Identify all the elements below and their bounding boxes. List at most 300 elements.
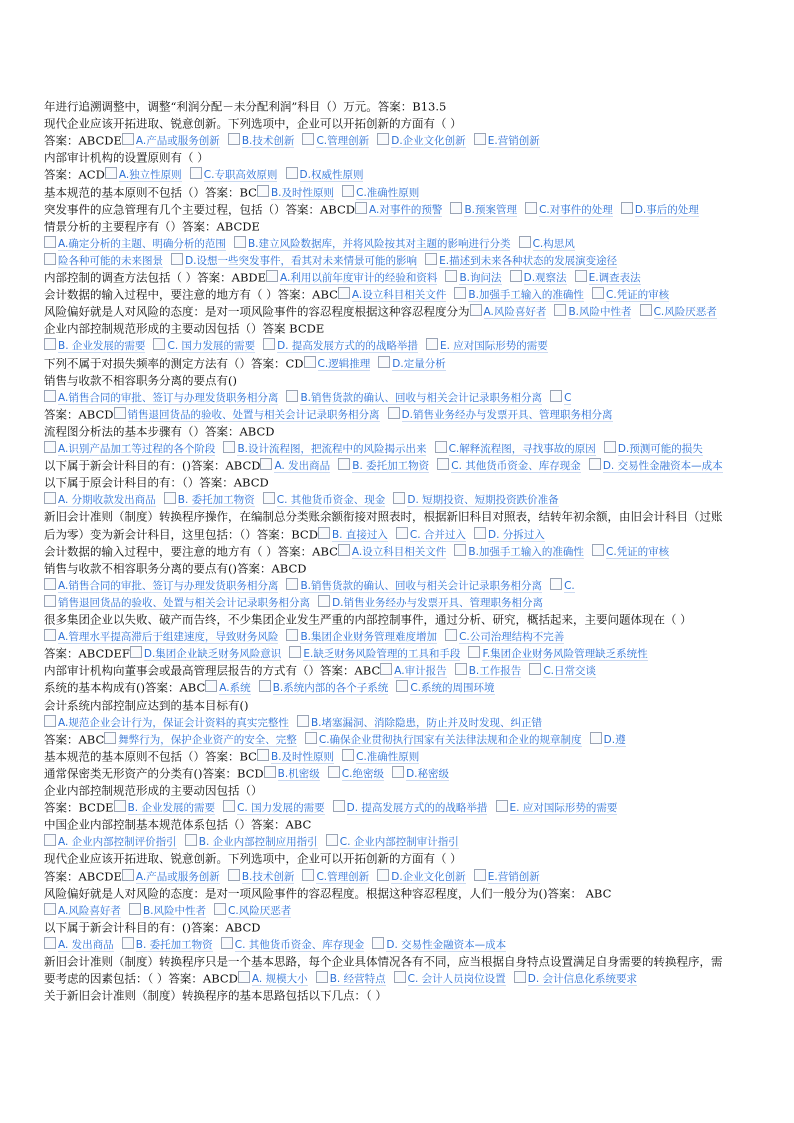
answer-option[interactable] [355,202,442,217]
option-label: B.及时性原则 [270,750,335,763]
checkbox-icon[interactable] [590,732,602,744]
answer-option[interactable] [302,869,369,884]
checkbox-icon[interactable] [589,458,601,470]
option-label: B.及时性原则 [270,186,335,199]
option-label: E.调查表法 [588,272,641,284]
answer-option[interactable] [263,492,386,507]
checkbox-icon[interactable] [326,834,338,846]
answer-option[interactable] [470,304,547,319]
text-line [44,592,764,610]
option-label: A.确定分析的主题、明确分析的范围 [58,237,226,250]
checkbox-icon[interactable] [122,937,134,949]
answer-option[interactable] [510,270,567,285]
line-text: 情景分析的主要程序有（）答案：ABCDE [44,219,260,234]
answer-option[interactable] [474,869,540,884]
checkbox-icon[interactable] [205,680,217,692]
line-text: 会计数据的输入过程中，要注意的地方有（ ）答案：ABC [44,544,338,559]
answer-option[interactable] [105,167,182,182]
text-line [44,489,764,507]
checkbox-icon[interactable] [426,338,438,350]
option-label: D. 分拆过入 [488,528,545,541]
text-line [44,541,764,559]
answer-option[interactable] [266,270,437,285]
line-text: 以下属于新会计科目的有：()答案：ABCD [44,920,261,935]
checkbox-icon[interactable] [455,663,467,675]
answer-option[interactable] [372,937,506,952]
checkbox-icon[interactable] [355,202,367,214]
checkbox-icon[interactable] [44,578,56,590]
option-label: B. 委托加工物资 [135,938,213,951]
option-label: E.描述到未来各种状态的发展演变途径 [439,254,618,267]
line-text: 新旧会计准则（制度）转换程序操作，在编制总分类账余额衔接对照表时，根据新旧科目对照表，结转年初余额，由旧会计科目（过账 [44,509,723,524]
checkbox-icon[interactable] [380,663,392,675]
text-line [44,318,764,336]
option-label: D. 会计信息化系统要求 [527,973,638,986]
option-label: A. 发出商品 [274,460,331,473]
checkbox-icon[interactable] [450,202,462,214]
checkbox-icon[interactable] [228,133,240,145]
option-label: C.准确性原则 [356,750,420,763]
line-text: 新旧会计准则（制度）转换程序只是一个基本思路，每个企业具体情况各有不同，应当根据自身特点设置满足自身需要的转换程序，需 [44,954,723,969]
checkbox-icon[interactable] [454,544,466,556]
checkbox-icon[interactable] [529,663,541,675]
checkbox-icon[interactable] [640,304,652,316]
answer-option[interactable] [474,527,545,542]
text-line [44,233,764,251]
checkbox-icon[interactable] [164,492,176,504]
option-label: 险各种可能的未来图景 [58,254,163,267]
checkbox-icon[interactable] [445,270,457,282]
answer-option[interactable] [378,356,445,371]
text-line [44,216,764,234]
answer-option[interactable] [205,680,250,695]
answer-option[interactable] [234,236,511,251]
checkbox-icon[interactable] [223,800,235,812]
text-line [44,814,764,832]
checkbox-icon[interactable] [289,646,301,658]
option-label: B. 企业发展的需要 [127,802,215,815]
checkbox-icon[interactable] [304,356,316,368]
checkbox-icon[interactable] [388,407,400,419]
option-label: C.准确性原则 [356,186,420,199]
checkbox-icon[interactable] [44,338,56,350]
answer-option[interactable] [592,544,669,559]
checkbox-icon[interactable] [338,287,350,299]
answer-option[interactable] [454,287,584,302]
option-label: A.销售合同的审批、签订与办理发货职务相分离 [58,391,279,404]
answer-option[interactable] [592,287,669,302]
checkbox-icon[interactable] [44,492,56,504]
answer-option[interactable] [318,595,543,610]
checkbox-icon[interactable] [333,800,345,812]
checkbox-icon[interactable] [550,578,562,590]
answer-option[interactable] [468,646,647,661]
checkbox-icon[interactable] [592,544,604,556]
option-label: A.风险喜好者 [58,904,121,917]
text-line [44,472,764,490]
answer-option[interactable] [435,441,596,456]
checkbox-icon[interactable] [550,390,562,402]
checkbox-icon[interactable] [44,441,56,453]
text-line [44,199,764,217]
option-label: C. 国力发展的需要 [237,802,325,815]
answer-option[interactable] [44,595,310,610]
checkbox-icon[interactable] [44,629,56,641]
checkbox-icon[interactable] [519,236,531,248]
option-label: C. 国力发展的需要 [167,340,255,353]
answer-option[interactable] [426,338,548,353]
line-text: 企业内部控制规范形成的主要动因包括（） [44,783,263,798]
checkbox-icon[interactable] [105,167,117,179]
answer-option[interactable] [44,715,289,730]
checkbox-icon[interactable] [302,133,314,145]
answer-option[interactable] [590,732,626,747]
option-label: A.产品或服务创新 [135,870,220,883]
answer-option[interactable] [514,971,637,986]
option-label: E.营销创新 [487,135,540,148]
checkbox-icon[interactable] [575,270,587,282]
option-label: B.销售货款的确认、回收与相关会计记录职务相分离 [300,391,542,404]
answer-option[interactable] [621,202,699,217]
answer-option[interactable] [221,937,365,952]
checkbox-icon[interactable] [435,441,447,453]
checkbox-icon[interactable] [171,253,183,265]
option-label: D.遵 [603,733,626,746]
checkbox-icon[interactable] [44,236,56,248]
answer-option[interactable] [44,937,114,952]
line-text: 以下属于新会计科目的有：()答案：ABCD [44,458,261,473]
answer-option[interactable] [289,646,460,661]
answer-option[interactable] [377,869,465,884]
checkbox-icon[interactable] [621,202,633,214]
checkbox-icon[interactable] [525,202,537,214]
answer-option[interactable] [450,202,517,217]
answer-option[interactable] [425,253,617,268]
answer-option[interactable] [305,732,582,747]
checkbox-icon[interactable] [129,903,141,915]
answer-option[interactable] [550,390,571,405]
line-text: 风险偏好就是人对风险的态度：是对一项风险事件的容忍程度。根据这种容忍程度，人们一般分为()答案： ABC [44,886,612,901]
option-label: A. 企业内部控制评价指引 [58,836,177,849]
text-line [44,506,764,524]
answer-option[interactable] [122,869,220,884]
checkbox-icon[interactable] [223,441,235,453]
answer-option[interactable] [44,441,215,456]
checkbox-icon[interactable] [437,458,449,470]
answer-option[interactable] [529,663,596,678]
option-label: C.管理创新 [316,870,370,883]
answer-option[interactable] [394,971,506,986]
line-text: 答案：ABCDEF [44,646,130,661]
line-text: 下列不属于对损失频率的测定方法有（）答案：CD [44,356,304,370]
checkbox-icon[interactable] [122,133,134,145]
checkbox-icon[interactable] [122,869,134,881]
answer-option[interactable] [338,287,446,302]
answer-option[interactable] [44,236,226,251]
checkbox-icon[interactable] [454,287,466,299]
answer-option[interactable] [519,236,575,251]
text-line [44,917,764,935]
answer-option[interactable] [130,646,281,661]
text-line [44,575,764,593]
answer-option[interactable] [263,338,418,353]
answer-option[interactable] [393,492,558,507]
answer-option[interactable] [445,270,501,285]
checkbox-icon[interactable] [378,356,390,368]
checkbox-icon[interactable] [286,390,298,402]
option-label: A.设立科目相关文件 [351,545,447,558]
checkbox-icon[interactable] [318,527,330,539]
answer-option[interactable] [455,663,522,678]
answer-option[interactable] [286,629,437,644]
checkbox-icon[interactable] [263,492,275,504]
answer-option[interactable] [44,492,156,507]
answer-option[interactable] [304,356,371,371]
text-line [44,284,764,302]
answer-option[interactable] [302,133,369,148]
checkbox-icon[interactable] [286,167,298,179]
line-text: 通常保密类无形资产的分类有()答案：BCD [44,766,264,781]
option-label: B. 经营特点 [329,973,386,986]
checkbox-icon[interactable] [468,646,480,658]
answer-option[interactable] [496,800,618,815]
answer-option[interactable] [640,304,717,319]
checkbox-icon[interactable] [259,680,271,692]
answer-option[interactable] [214,903,291,918]
checkbox-icon[interactable] [377,133,389,145]
answer-option[interactable] [326,834,459,849]
line-text: 风险偏好就是人对风险的态度：是对一项风险事件的容忍程度根据这种容忍程度分为 [44,304,470,319]
checkbox-icon[interactable] [328,766,340,778]
answer-option[interactable] [297,715,542,730]
answer-option[interactable] [392,766,449,781]
answer-option[interactable] [575,270,641,285]
checkbox-icon[interactable] [510,270,522,282]
answer-option[interactable] [44,903,121,918]
checkbox-icon[interactable] [260,458,272,470]
line-text: 答案：ABCD [44,407,114,422]
checkbox-icon[interactable] [302,869,314,881]
checkbox-icon[interactable] [396,527,408,539]
answer-option[interactable] [223,441,426,456]
answer-option[interactable] [185,834,318,849]
answer-option[interactable] [238,971,308,986]
checkbox-icon[interactable] [316,971,328,983]
answer-option[interactable] [437,458,581,473]
checkbox-icon[interactable] [266,270,278,282]
answer-option[interactable] [525,202,613,217]
checkbox-icon[interactable] [153,338,165,350]
checkbox-icon[interactable] [44,903,56,915]
checkbox-icon[interactable] [425,253,437,265]
text-line [44,182,764,200]
text-line [44,370,764,388]
checkbox-icon[interactable] [221,937,233,949]
answer-option[interactable] [257,185,334,200]
answer-option[interactable] [260,458,330,473]
answer-option[interactable] [164,492,255,507]
text-line [44,729,764,747]
answer-option[interactable] [44,578,278,593]
answer-option[interactable] [190,167,278,182]
answer-option[interactable] [604,441,703,456]
checkbox-icon[interactable] [394,971,406,983]
checkbox-icon[interactable] [496,800,508,812]
answer-option[interactable] [257,749,334,764]
checkbox-icon[interactable] [392,766,404,778]
option-label: D.销售业务经办与发票开具、管理职务相分离 [332,596,544,609]
checkbox-icon[interactable] [104,732,116,744]
answer-option[interactable] [454,544,584,559]
answer-option[interactable] [228,869,295,884]
answer-option[interactable] [318,527,388,542]
text-line [44,677,764,695]
answer-option[interactable] [44,390,278,405]
option-label: C. 合并过入 [409,528,466,541]
answer-option[interactable] [44,338,145,353]
answer-option[interactable] [114,407,380,422]
option-label: E.营销创新 [487,870,540,883]
checkbox-icon[interactable] [44,390,56,402]
answer-option[interactable] [286,390,542,405]
checkbox-icon[interactable] [445,629,457,641]
checkbox-icon[interactable] [257,185,269,197]
answer-option[interactable] [338,544,446,559]
answer-option[interactable] [396,680,494,695]
answer-option[interactable] [396,527,466,542]
answer-option[interactable] [342,185,419,200]
checkbox-icon[interactable] [338,458,350,470]
checkbox-icon[interactable] [474,527,486,539]
line-text: 会计系统内部控制应达到的基本目标有() [44,698,249,712]
answer-option[interactable] [445,629,564,644]
checkbox-icon[interactable] [44,595,56,607]
answer-option[interactable] [129,903,206,918]
checkbox-icon[interactable] [257,749,269,761]
answer-option[interactable] [474,133,540,148]
answer-option[interactable] [286,578,542,593]
checkbox-icon[interactable] [377,869,389,881]
checkbox-icon[interactable] [342,749,354,761]
checkbox-icon[interactable] [470,304,482,316]
answer-option[interactable] [589,458,723,473]
text-line [44,626,764,644]
checkbox-icon[interactable] [263,338,275,350]
checkbox-icon[interactable] [264,766,276,778]
option-label: C.确保企业贯彻执行国家有关法律法规和企业的规章制度 [318,733,582,746]
answer-option[interactable] [380,663,446,678]
checkbox-icon[interactable] [318,595,330,607]
checkbox-icon[interactable] [114,407,126,419]
checkbox-icon[interactable] [474,133,486,145]
option-label: D.观察法 [523,272,567,284]
checkbox-icon[interactable] [238,971,250,983]
checkbox-icon[interactable] [342,185,354,197]
answer-option[interactable] [333,800,488,815]
answer-option[interactable] [554,304,631,319]
answer-option[interactable] [388,407,613,422]
line-text: 突发事件的应急管理有几个主要过程，包括（）答案：ABCD [44,202,355,217]
answer-option[interactable] [342,749,419,764]
option-label: 舞弊行为，保护企业资产的安全、完整 [118,733,297,746]
checkbox-icon[interactable] [592,287,604,299]
line-text: 内部审计机构向董事会或最高管理层报告的方式有（）答案：ABC [44,663,381,678]
checkbox-icon[interactable] [338,544,350,556]
answer-option[interactable] [223,800,325,815]
line-text: 企业内部控制规范形成的主要动因包括（）答案 BCDE [44,321,325,336]
option-label: C.专职高效原则 [203,169,278,182]
answer-option[interactable] [259,680,389,695]
answer-option[interactable] [171,253,417,268]
checkbox-icon[interactable] [372,937,384,949]
answer-option[interactable] [316,971,386,986]
text-line [44,831,764,849]
checkbox-icon[interactable] [44,253,56,265]
text-line [44,883,764,901]
checkbox-icon[interactable] [297,715,309,727]
line-text: 基本规范的基本原则不包括（）答案：BC [44,749,257,764]
answer-option[interactable] [44,253,163,268]
checkbox-icon[interactable] [234,236,246,248]
checkbox-icon[interactable] [44,937,56,949]
answer-option[interactable] [264,766,320,781]
checkbox-icon[interactable] [396,680,408,692]
answer-option[interactable] [44,834,177,849]
answer-option[interactable] [122,133,220,148]
checkbox-icon[interactable] [114,800,126,812]
checkbox-icon[interactable] [44,715,56,727]
option-label: A.产品或服务创新 [135,135,220,148]
line-text: 销售与收款不相容职务分离的要点有()答案：ABCD [44,561,307,576]
checkbox-icon[interactable] [286,578,298,590]
answer-option[interactable] [44,629,278,644]
checkbox-icon[interactable] [130,646,142,658]
text-line [44,643,764,661]
checkbox-icon[interactable] [393,492,405,504]
answer-option[interactable] [228,133,295,148]
line-text: 现代企业应该开拓进取、锐意创新。下列选项中，企业可以开拓创新的方面有（ ） [44,851,462,866]
checkbox-icon[interactable] [228,869,240,881]
checkbox-icon[interactable] [190,167,202,179]
answer-option[interactable] [122,937,213,952]
checkbox-icon[interactable] [305,732,317,744]
line-text: 以下属于原会计科目的有：（）答案：ABCD [44,475,269,490]
line-text: 后为零）变为新会计科目，这里包括：（）答案：BCD [44,527,318,541]
checkbox-icon[interactable] [185,834,197,846]
answer-option[interactable] [114,800,215,815]
checkbox-icon[interactable] [214,903,226,915]
checkbox-icon[interactable] [604,441,616,453]
option-label: B.堵塞漏洞、消除隐患，防止并及时发现、纠正错 [310,716,542,729]
answer-option[interactable] [550,578,575,593]
answer-option[interactable] [338,458,429,473]
line-text: 系统的基本构成有()答案：ABC [44,680,206,695]
checkbox-icon[interactable] [286,629,298,641]
option-label: B.预案管理 [464,203,517,216]
option-label: B.集团企业财务管理难度增加 [300,631,437,644]
checkbox-icon[interactable] [514,971,526,983]
answer-option[interactable] [286,167,364,182]
checkbox-icon[interactable] [474,869,486,881]
answer-option[interactable] [328,766,384,781]
checkbox-icon[interactable] [554,304,566,316]
answer-option[interactable] [153,338,255,353]
answer-option[interactable] [104,732,297,747]
answer-option[interactable] [377,133,465,148]
text-line [44,866,764,884]
checkbox-icon[interactable] [44,834,56,846]
option-label: A.风险喜好者 [483,306,547,319]
